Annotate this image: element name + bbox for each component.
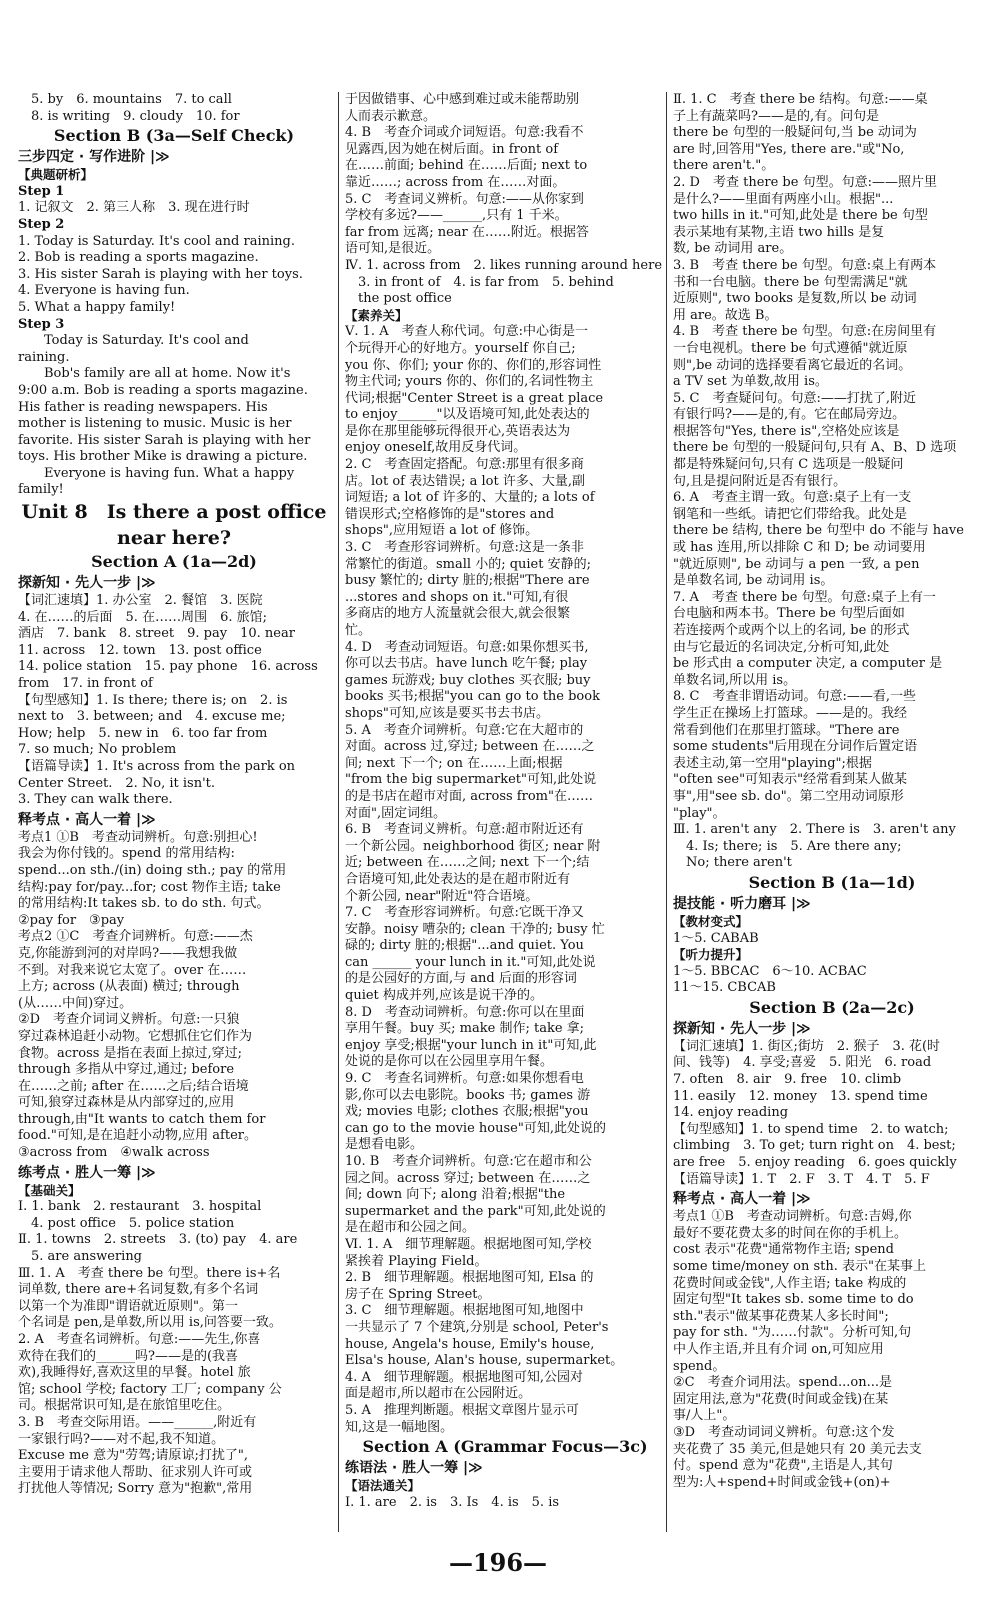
text-line: there aren't."。 [673, 158, 775, 174]
text-line: Ⅱ. 1. towns 2. streets 3. (to) pay 4. are [18, 1232, 298, 1248]
text-line: 付。spend 意为"花费",主语是人,其句 [673, 1458, 893, 1474]
text-line: 戏; movies 电影; clothes 衣服;根据"you [345, 1104, 589, 1120]
text-line: 词单数, there are+名词复数,有多个名词 [18, 1282, 259, 1298]
text-line: 学生正在操场上打篮球。——是的。我经 [673, 705, 908, 721]
text-line: pay for sth. "为……付款"。分析可知,句 [673, 1325, 912, 1341]
text-line: 靠近……; across from 在……对面。 [345, 174, 566, 190]
text-line: 11～15. CBCAB [673, 980, 776, 996]
text-line: 考点1 ①B 考查动词辨析。句意:别担心! [18, 829, 258, 845]
text-line: 错误形式;空格修饰的是"stores and [345, 506, 555, 522]
text-line: 在……前面; behind 在……后面; next to [345, 158, 588, 174]
text-line: 忙。 [345, 623, 372, 638]
text-line: 个玩得开心的好地方。yourself 你自己; [345, 340, 576, 356]
text-line: 3. B 考查交际用语。——______,附近有 [18, 1414, 257, 1430]
text-line: 享用午餐。buy 买; make 制作; take 拿; [345, 1021, 585, 1037]
text-line: 司。根据常识可知,是在旅馆里吃住。 [18, 1398, 231, 1414]
text-line: "often see"可知表示"经常看到某人做某 [673, 772, 908, 788]
text-line: 的是公园好的方面,与 and 后面的形容词 [345, 971, 577, 987]
text-line: 1. Today is Saturday. It's cool and raining. [18, 233, 295, 249]
text-line: 在……之前; after 在……之后;结合语境 [18, 1078, 249, 1094]
text-line: 11. across 12. town 13. post office [18, 642, 262, 658]
text-line: 一家银行吗?——对不起,我不知道。 [18, 1431, 225, 1447]
text-line: 1～5. BBCAC 6～10. ACBAC [673, 963, 867, 979]
text-line: 3. B 考查 there be 句型。句意:桌上有两本 [673, 257, 937, 273]
text-line: 9:00 a.m. Bob is reading a sports magazine. [18, 382, 308, 398]
text-line: 6. A 考查主谓一致。句意:桌子上有一支 [673, 490, 912, 506]
text-line: 用 are。故选 B。 [673, 307, 778, 323]
text-line: 馆; school 学校; factory 工厂; company 公 [18, 1381, 282, 1397]
text-line: 是想看电影。 [345, 1137, 424, 1153]
text-line: 3. in front of 4. is far from 5. behind [345, 274, 614, 290]
text-line: 人而表示歉意。 [345, 108, 437, 124]
bracket-label: 【素养关】 [345, 307, 408, 323]
text-line: a TV set 为单数,故用 is。 [673, 374, 828, 390]
text-line: spend...on sth./(in) doing sth.; pay 的常用 [18, 862, 287, 878]
part-heading: 释考点 · 高人一着 |≫ [18, 811, 156, 828]
bracket-label: 【典题研析】 [18, 167, 94, 183]
text-line: 【句型感知】1. Is there; there is; on 2. is [18, 692, 288, 708]
text-line: favorite. His sister Sarah is playing with her [18, 432, 311, 448]
text-line: Step 3 [18, 316, 65, 332]
text-line: shops",应用短语 a lot of 修饰。 [345, 523, 539, 539]
text-line: 的常用结构:It takes sb. to do sth. 句式。 [18, 896, 270, 912]
part-heading: 练考点 · 胜人一筹 |≫ [18, 1164, 156, 1181]
text-line: 4. B 考查介词或介词短语。句意:我看不 [345, 125, 584, 141]
text-line: 1～5. CABAB [673, 930, 759, 946]
text-line: 店。lot of 表达错误; a lot 许多、大量,副 [345, 473, 585, 489]
text-line: 一个新公园。neighborhood 街区; near 附 [345, 838, 601, 854]
text-line: 上方; across (从表面) 横过; through [18, 979, 240, 995]
text-line: food."可知,是在追赶小动物,应用 after。 [18, 1128, 257, 1144]
text-line: 近; between 在……之间; next 下一个;结 [345, 855, 590, 871]
text-line: 10. B 考查介词辨析。句意:它在超市和公 [345, 1154, 592, 1169]
text-line: toys. His brother Mike is drawing a picture. [18, 449, 308, 465]
text-line: 事",用"see sb. do"。第二空用动词原形 [673, 788, 904, 804]
text-line: 常繁忙的街道。small 小的; quiet 安静的; [345, 556, 591, 572]
text-line: 单数名词,所以用 is。 [673, 672, 797, 688]
text-line: 最好不要花费太多的时间在你的手机上。 [673, 1225, 908, 1241]
text-line: 你可以去书店。have lunch 吃午餐; play [345, 656, 588, 672]
text-line: 11. easily 12. money 13. spend time [673, 1088, 928, 1104]
text-line: 2. Bob is reading a sports magazine. [18, 250, 259, 266]
text-line: 2. C 考查固定搭配。句意:那里有很多商 [345, 457, 584, 473]
text-line: 4. 在……的后面 5. 在……周围 6. 旅馆; [18, 609, 267, 625]
text-line: sth."表示"做某事花费某人多长时间"; [673, 1308, 889, 1324]
text-line: 4. B 考查 there be 句型。句意:在房间里有 [673, 324, 937, 340]
part-heading: 探新知 · 先人一步 |≫ [18, 575, 156, 592]
part-heading: 提技能 · 听力磨耳 |≫ [673, 895, 811, 912]
text-line: 8. C 考查非谓语动词。句意:——看,一些 [673, 689, 916, 705]
text-line: 型为:人+spend+时间或金钱+(on)+ [673, 1474, 891, 1490]
text-line: 穿过森林追赶小动物。它想抓住它们作为 [18, 1028, 253, 1044]
text-line: 7. often 8. air 9. free 10. climb [673, 1072, 902, 1088]
text-line: 都是特殊疑问句,只有 C 选项是一般疑问 [673, 457, 904, 473]
text-line: enjoy oneself,故用反身代词。 [345, 440, 527, 456]
text-line: 【句型感知】1. to spend time 2. to watch; [673, 1121, 949, 1137]
text-line: can go to the movie house"可知,此处说的 [345, 1120, 606, 1136]
text-line: cost 表示"花费"通常物作主语; spend [673, 1242, 894, 1258]
text-line: spend。 [673, 1358, 726, 1374]
text-line: 5. A 考查介词辨析。句意:它在大超市的 [345, 722, 584, 738]
text-line: supermarket and the park"可知,此处说的 [345, 1203, 606, 1219]
text-line: 5. A 推理判断题。根据文章图片显示可 [345, 1402, 579, 1418]
text-line: 多商店的地方人流量就会很大,就会很繁 [345, 606, 571, 622]
text-line: 1. 记叙文 2. 第三人称 3. 现在进行时 [18, 200, 250, 216]
text-line: 一台电视机。there be 句式遵循"就近原 [673, 340, 908, 356]
text-line: you 你、你们; your 你的、你们的,形容词性 [345, 357, 602, 373]
text-line: 可知,狼穿过森林是从内部穿过的,应用 [18, 1095, 235, 1111]
text-line: be 形式由 a computer 决定, a computer 是 [673, 656, 943, 672]
text-line: His father is reading newspapers. His [18, 399, 268, 415]
text-line: 则",be 动词的选择要看离它最近的名词。 [673, 357, 912, 373]
text-line: "from the big supermarket"可知,此处说 [345, 772, 597, 788]
text-line: 代词;根据"Center Street is a great place [345, 390, 604, 406]
text-line: Ⅵ. 1. A 细节理解题。根据地图可知,学校 [345, 1236, 592, 1252]
text-line: 【语篇导读】1. T 2. F 3. T 4. T 5. F [673, 1171, 930, 1187]
text-line: 间; next 下一个; on 在……上面;根据 [345, 755, 563, 771]
text-line: 考点2 ①C 考查介词辨析。句意:——杰 [18, 929, 253, 945]
section-heading: Section B (1a—1d) [748, 872, 916, 892]
text-line: Excuse me 意为"劳驾;请原谅;打扰了", [18, 1448, 248, 1464]
text-line: mother is listening to music. Music is her [18, 416, 292, 432]
column-middle [338, 92, 665, 1532]
text-line: 考点1 ①B 考查动词辨析。句意:吉姆,你 [673, 1209, 912, 1225]
text-line: 3. They can walk there. [18, 792, 173, 808]
text-line: 碌的; dirty 脏的;根据"...and quiet. You [345, 938, 584, 954]
text-line: 14. enjoy reading [673, 1105, 789, 1121]
text-line: 3. C 考查形容词辨析。句意:这是一条非 [345, 540, 584, 556]
text-line: 由与它最近的名词决定,分析可知,此处 [673, 639, 890, 655]
text-line: ②pay for ③pay [18, 912, 125, 928]
text-line: Ⅲ. 1. A 考查 there be 句型。there is+名 [18, 1265, 281, 1281]
text-line: there be 句型的一般疑问句,当 be 动词为 [673, 125, 917, 141]
text-line: 5. C 考查词义辨析。句意:——从你家到 [345, 191, 584, 207]
text-line: through 多指从中穿过,通过; before [18, 1062, 235, 1078]
text-line: 4. Everyone is having fun. [18, 283, 190, 299]
text-line: 钢笔和一些纸。请把它们带给我。此处是 [673, 506, 908, 522]
text-line: 是在超市和公园之间。 [345, 1220, 476, 1236]
part-heading: 探新知 · 先人一步 |≫ [673, 1020, 811, 1037]
text-line: 14. police station 15. pay phone 16. across [18, 659, 318, 675]
text-line: 表示某地有某物,主语 two hills 是复 [673, 224, 885, 240]
text-line: 以第一个为准即"谓语就近原则"。第一 [18, 1298, 238, 1314]
text-line: 间; down 向下; along 沿着;根据"the [345, 1187, 566, 1203]
text-line: 中人作主语,并且有介词 on,可知应用 [673, 1341, 884, 1357]
text-line: Ⅰ. 1. bank 2. restaurant 3. hospital [18, 1199, 262, 1215]
column-left [18, 92, 330, 1532]
text-line: 欢待在我们的______吗?——是的(我喜 [18, 1348, 239, 1364]
text-line: far from 远离; near 在……附近。根据答 [345, 224, 589, 240]
text-line: 句,且是提问附近是否有银行。 [673, 473, 847, 489]
text-line: 2. A 考查名词辨析。句意:——先生,你喜 [18, 1332, 261, 1347]
text-line: 或 has 连用,所以排除 C 和 D; be 动词要用 [673, 540, 926, 556]
text-line: 2. D 考查 there be 句型。句意:——照片里 [673, 174, 937, 190]
text-line: 房子在 Spring Street。 [345, 1286, 491, 1302]
text-line: 花费时间或金钱",人作主语; take 构成的 [673, 1275, 907, 1291]
text-line: 若连接两个或两个以上的名词, be 的形式 [673, 623, 910, 638]
text-line: (从……中间)穿过。 [18, 995, 133, 1011]
bracket-label: 【教材变式】 [673, 913, 749, 929]
text-line: 【词汇速填】1. 办公室 2. 餐馆 3. 医院 [18, 593, 263, 609]
text-line: 5. are answering [18, 1249, 143, 1265]
text-line: Ⅱ. 1. C 考查 there be 结构。句意:——桌 [673, 92, 928, 107]
text-line: 欢),我睡得好,喜欢这里的早餐。hotel 旅 [18, 1365, 251, 1381]
text-line: 近原则", two books 是复数,所以 be 动词 [673, 291, 917, 307]
text-line: 5. What a happy family! [18, 299, 176, 315]
text-line: 7. so much; No problem [18, 742, 177, 758]
text-line: 子上有蔬菜吗?——是的,有。问句是 [673, 108, 880, 124]
text-line: Center Street. 2. No, it isn't. [18, 775, 216, 791]
text-line: No; there aren't [673, 855, 792, 871]
text-line: 8. is writing 9. cloudy 10. for [18, 108, 240, 124]
text-line: quiet 构成并列,应该是说干净的。 [345, 988, 544, 1004]
text-line: 食物。across 是指在表面上掠过,穿过; [18, 1045, 243, 1061]
text-line: climbing 3. To get; turn right on 4. best; [673, 1138, 956, 1154]
text-line: 个名词是 pen,是单数,所以用 is,问答要一致。 [18, 1315, 282, 1331]
text-line: 合语境可知,此处表达的是在超市附近有 [345, 871, 571, 887]
text-line: 夹花费了 35 美元,但是她只有 20 美元去支 [673, 1441, 922, 1457]
text-line: 语可知,是很近。 [345, 241, 441, 257]
text-line: 5. by 6. mountains 7. to call [18, 92, 232, 107]
text-line: 物主代词; yours 你的、你们的,名词性物主 [345, 374, 594, 390]
text-line: 8. D 考查动词辨析。句意:你可以在里面 [345, 1004, 585, 1020]
text-line: 间、钱等) 4. 享受;喜爱 5. 阳光 6. road [673, 1055, 932, 1071]
text-line: ②D 考查介词词义辨析。句意:一只狼 [18, 1012, 240, 1028]
text-line: 酒店 7. bank 8. street 9. pay 10. near [18, 626, 295, 642]
text-line: 常看到他们在那里打篮球。"There are [673, 722, 900, 738]
text-line: are free 5. enjoy reading 6. goes quickly [673, 1155, 957, 1171]
text-line: 【词汇速填】1. 街区;街坊 2. 猴子 3. 花(时 [673, 1038, 941, 1054]
text-line: are 时,回答用"Yes, there are."或"No, [673, 141, 905, 157]
text-line: games 玩游戏; buy clothes 买衣服; buy [345, 672, 591, 688]
text-line: house, Angela's house, Emily's house, [345, 1336, 595, 1352]
section-heading: Section A (Grammar Focus—3c) [362, 1437, 648, 1457]
text-line: 不到。对我来说它太宽了。over 在…… [18, 962, 247, 978]
text-line: ③across from ④walk across [18, 1145, 210, 1161]
text-line: the post office [345, 291, 452, 307]
text-line: 的是书店在超市对面, across from"在…… [345, 788, 593, 804]
unit-heading: near here? [117, 527, 231, 550]
text-line: 面是超市,所以超市在公园附近。 [345, 1386, 532, 1402]
text-line: 是单数名词, be 动词用 is。 [673, 573, 834, 589]
text-line: 5. C 考查疑问句。句意:——打扰了,附近 [673, 390, 916, 406]
text-line: Ⅰ. 1. are 2. is 3. Is 4. is 5. is [345, 1494, 560, 1510]
text-line: 一共显示了 7 个建筑,分别是 school, Peter's [345, 1319, 609, 1335]
text-line: 个新公园, near"附近"符合语境。 [345, 888, 539, 904]
text-line: 是你在那里能够玩得很开心,英语表达为 [345, 423, 571, 439]
text-line: 对面",固定词组。 [345, 805, 447, 821]
text-line: can ______ your lunch in it."可知,此处说 [345, 954, 596, 970]
text-line: from 17. in front of [18, 676, 153, 692]
text-line: 于因做错事、心中感到难过或未能帮助别 [345, 92, 580, 107]
part-heading: 练语法 · 胜人一筹 |≫ [345, 1460, 483, 1477]
text-line: 克,你能游到河的对岸吗?——我想我做 [18, 945, 238, 961]
text-line: 学校有多远?——______,只有 1 千米。 [345, 208, 568, 224]
text-line: How; help 5. new in 6. too far from [18, 725, 268, 741]
text-line: 数, be 动词用 are。 [673, 241, 793, 257]
text-line: 4. post office 5. police station [18, 1215, 235, 1231]
text-line: ②C 考查介词用法。spend...on...是 [673, 1375, 892, 1391]
bracket-label: 【听力提升】 [673, 947, 749, 963]
text-line: 对面。across 过,穿过; between 在……之 [345, 739, 595, 755]
page-number: —196— [448, 1548, 548, 1577]
text-line: 事/人上"。 [673, 1408, 736, 1424]
text-line: 6. B 考查词义辨析。句意:超市附近还有 [345, 822, 584, 838]
text-line: 2. B 细节理解题。根据地图可知, Elsa 的 [345, 1270, 594, 1286]
text-line: Ⅲ. 1. aren't any 2. There is 3. aren't any [673, 822, 956, 838]
text-line: 紧挨着 Playing Field。 [345, 1253, 488, 1269]
text-line: 有银行吗?——是的,有。它在邮局旁边。 [673, 407, 906, 423]
text-line: books 买书;根据"you can go to the book [345, 689, 600, 705]
text-line: 见露西,因为她在树后面。in front of [345, 141, 559, 157]
bracket-label: 【基础关】 [18, 1182, 81, 1198]
text-line: 打扰他人等情况; Sorry 意为"抱歉",常用 [18, 1481, 253, 1497]
text-line: 书和一台电脑。there be 句型需满足"就 [673, 274, 908, 290]
text-line: there be 结构, there be 句型中 do 不能与 have [673, 523, 964, 539]
text-line: Step 2 [18, 216, 65, 232]
column-right [666, 92, 991, 1532]
text-line: next to 3. between; and 4. excuse me; [18, 709, 286, 725]
text-line: Step 1 [18, 183, 65, 199]
text-line: raining. [18, 349, 70, 365]
text-line: Ⅴ. 1. A 考查人称代词。句意:中心街是一 [345, 324, 588, 340]
text-line: some students"后用现在分词作后置定语 [673, 739, 918, 755]
text-line: 【语篇导读】1. It's across from the park on [18, 759, 296, 774]
bracket-label: 【语法通关】 [345, 1478, 421, 1494]
text-line: 结构:pay for/pay...for; cost 物作主语; take [18, 879, 281, 895]
text-line: 9. C 考查名词辨析。句意:如果你想看电 [345, 1071, 584, 1087]
section-heading: Section A (1a—2d) [91, 552, 257, 572]
text-line: 7. A 考查 there be 句型。句意:桌子上有一 [673, 589, 936, 605]
text-line: 4. Is; there; is 5. Are there any; [673, 838, 902, 854]
text-line: "就近原则", be 动词与 a pen 一致, a pen [673, 556, 920, 572]
section-heading: Section B (3a—Self Check) [53, 126, 295, 146]
text-line: 3. C 细节理解题。根据地图可知,地图中 [345, 1303, 584, 1319]
text-line: 固定用法,意为"花费(时间或金钱)在某 [673, 1391, 889, 1407]
text-line: there be 句型的一般疑问句,只有 A、B、D 选项 [673, 440, 957, 456]
text-line: 园之间。across 穿过; between 在……之 [345, 1170, 591, 1186]
text-line: Everyone is having fun. What a happy [18, 465, 295, 481]
text-line: family! [18, 482, 64, 498]
text-line: Today is Saturday. It's cool and [18, 333, 249, 349]
text-line: 4. D 考查动词短语。句意:如果你想买书, [345, 639, 589, 655]
text-line: 知,这是一幅地图。 [345, 1419, 454, 1435]
text-line: ③D 考查动词词义辨析。句意:这个发 [673, 1424, 895, 1440]
text-line: 根据答句"Yes, there is",空格处应该是 [673, 423, 900, 439]
text-line: 安静。noisy 嘈杂的; clean 干净的; busy 忙 [345, 921, 605, 937]
text-line: some time/money on sth. 表示"在某事上 [673, 1259, 926, 1274]
text-line: 4. A 细节理解题。根据地图可知,公园对 [345, 1369, 584, 1385]
text-line: Ⅳ. 1. across from 2. likes running around here [345, 257, 663, 273]
text-line: Bob's family are all at home. Now it's [18, 366, 291, 382]
text-line: through,由"It wants to catch them for [18, 1111, 266, 1127]
text-line: 是什么?——里面有两座小山。根据"... [673, 191, 894, 207]
text-line: ...stores and shops on it."可知,有很 [345, 589, 569, 605]
part-heading: 释考点 · 高人一着 |≫ [673, 1191, 811, 1208]
text-line: "play"。 [673, 805, 726, 821]
text-line: 7. C 考查形容词辨析。句意:它既干净又 [345, 905, 584, 921]
text-line: 表述主动,第一空用"playing";根据 [673, 755, 872, 771]
unit-heading: Unit 8 Is there a post office [21, 501, 327, 524]
text-line: two hills in it."可知,此处是 there be 句型 [673, 208, 928, 224]
text-line: 3. His sister Sarah is playing with her toys. [18, 266, 303, 282]
text-line: 词短语; a lot of 许多的、大量的; a lots of [345, 490, 595, 506]
text-line: 固定句型"It takes sb. some time to do [673, 1292, 914, 1308]
text-line: 影,你可以去电影院。books 书; games 游 [345, 1087, 591, 1103]
text-line: enjoy 享受;根据"your lunch in it"可知,此 [345, 1037, 597, 1053]
text-line: busy 繁忙的; dirty 脏的;根据"There are [345, 573, 590, 589]
text-line: 台电脑和两本书。There be 句型后面如 [673, 606, 905, 622]
text-line: Elsa's house, Alan's house, supermarket。 [345, 1353, 624, 1369]
text-line: 处说的是你可以在公园里享用午餐。 [345, 1054, 554, 1070]
text-line: to enjoy______"以及语境可知,此处表达的 [345, 407, 590, 423]
section-heading: Section B (2a—2c) [749, 997, 915, 1017]
text-line: shops"可知,应该是要买书去书店。 [345, 705, 549, 721]
text-line: 主要用于请求他人帮助、征求别人许可或 [18, 1464, 253, 1480]
part-heading: 三步四定 · 写作进阶 |≫ [18, 149, 170, 166]
text-line: 我会为你付钱的。spend 的常用结构: [18, 846, 235, 862]
